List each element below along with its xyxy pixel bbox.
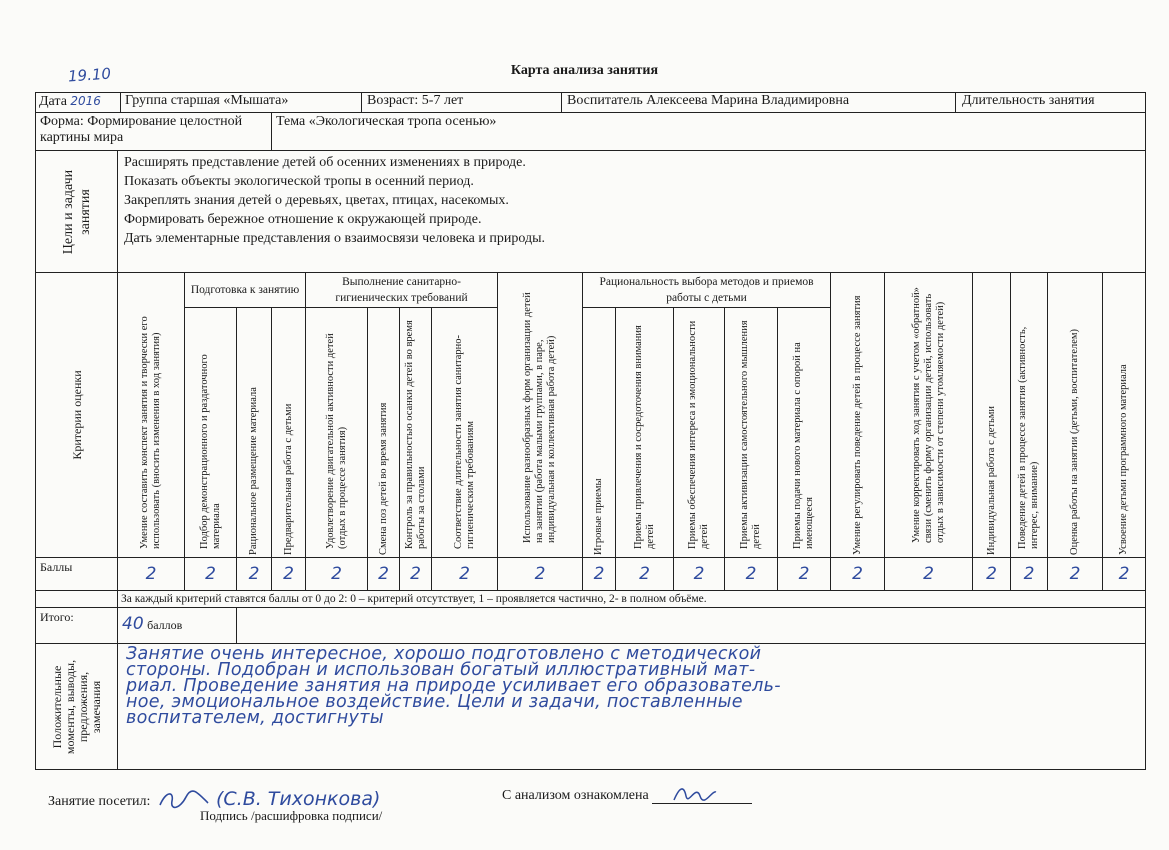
criterion-label: Умение регулировать поведение детей в процессе занятия: [851, 295, 863, 555]
remark-line: Занятие очень интересное, хорошо подготовлено с методической: [126, 644, 762, 664]
criterion-9: [583, 308, 616, 558]
criterion-13: [778, 308, 831, 558]
group-methods: Рациональность выбора методов и приемов работы с детьми: [583, 273, 831, 308]
age-field: Возраст: 5-7 лет: [362, 93, 562, 112]
remark-line: воспитателем, достигнуты: [126, 708, 384, 728]
ack-signature-line: [652, 788, 752, 804]
criterion-5: [368, 308, 400, 558]
duration-field: Длительность занятия: [962, 93, 1095, 108]
score-4: 2: [306, 558, 368, 591]
remarks-label-cell: [36, 644, 118, 770]
criterion-3: [272, 308, 306, 558]
goal-item: Закреплять знания детей о деревьях, цветах, птицах, насекомых.: [124, 193, 509, 208]
ack-block: [502, 788, 752, 804]
remarks-text: [118, 644, 1146, 770]
criterion-label: Рациональное размещение материала: [248, 387, 259, 555]
criterion-label: Контроль за правильностью осанки детей во время работы за столами: [403, 320, 427, 549]
criterion-7: [432, 308, 498, 558]
criterion-12: [725, 308, 778, 558]
date-label: Дата: [39, 94, 67, 109]
visited-sign-name: (С.В. Тихонкова): [215, 788, 381, 810]
criteria-group-row: [36, 273, 1146, 308]
criterion-16: [973, 273, 1011, 558]
criterion-18: [1048, 273, 1103, 558]
remark-line: риал. Проведение занятия на природе усиливает его образователь-: [126, 676, 781, 696]
criterion-label: Приемы обеспечения интереса и эмоциональности детей: [687, 320, 710, 549]
criterion-2: [237, 308, 272, 558]
score-17: 2: [1011, 558, 1048, 591]
score-16: 2: [973, 558, 1011, 591]
score-11: 2: [674, 558, 725, 591]
header-row: [36, 93, 1146, 113]
score-6: 2: [400, 558, 432, 591]
criterion-label: Усвоение детьми программного материала: [1118, 364, 1129, 555]
form-field: Форма: Формирование целостной картины мира: [36, 113, 272, 151]
analysis-table: [35, 92, 1146, 770]
criterion-label: Использование разнообразных форм организации детей на занятии (работа малыми группами, в паре, индивидуальная и коллективная работа детей): [522, 292, 557, 543]
criterion-label: Соответствие длительности занятия санитарно-гигиеническим требованиям: [452, 334, 476, 549]
scores-label: Баллы: [36, 558, 118, 591]
remark-line: ное, эмоциональное воздействие. Цели и задачи, поставленные: [126, 692, 743, 712]
total-label: Итого:: [36, 608, 118, 644]
goal-item: Показать объекты экологической тропы в осенний период.: [124, 174, 474, 189]
score-14: 2: [831, 558, 885, 591]
score-13: 2: [778, 558, 831, 591]
criterion-label: Умение корректировать ход занятия с учетом «обратной» связи (сменить форму организации детей, использовать отдых в зависимости от степени утомляемости детей): [910, 287, 946, 543]
remark-line: стороны. Подобран и использован богатый иллюстративный мат-: [126, 660, 756, 680]
goal-item: Формировать бережное отношение к окружающей природе.: [124, 212, 482, 227]
criterion-19: [1103, 273, 1146, 558]
score-10: 2: [616, 558, 674, 591]
criterion-label: Приемы привлечения и сосредоточения внимания детей: [632, 325, 656, 549]
criterion-17: [1011, 273, 1048, 558]
criterion-15: [885, 273, 973, 558]
criterion-label: Оценка работы на занятии (детьми, воспитателем): [1069, 328, 1080, 555]
group-field: Группа старшая «Мышата»: [121, 93, 362, 112]
scale-note: За каждый критерий ставятся баллы от 0 до 2: 0 – критерий отсутствует, 1 – проявляется частично, 2- в полном объёме.: [118, 591, 1146, 608]
criteria-label-cell: [36, 273, 118, 558]
goals-list: [118, 151, 1146, 273]
total-row: [36, 608, 1146, 644]
criterion-label: Смена поз детей во время занятия: [377, 402, 389, 555]
total-cell: [118, 608, 237, 644]
topic-field: Тема «Экологическая тропа осенью»: [272, 113, 1146, 151]
goals-row: [36, 151, 1146, 273]
score-7: 2: [432, 558, 498, 591]
criterion-label: Приемы подачи нового материала с опорой на имеющееся: [792, 342, 815, 549]
score-5: 2: [368, 558, 400, 591]
criterion-label: Приемы активизации самостоятельного мышления детей: [739, 320, 762, 549]
document-title: Карта анализа занятия: [510, 63, 659, 78]
group-sanitary: Выполнение санитарно-гигиенических требований: [306, 273, 498, 308]
score-2: 2: [237, 558, 272, 591]
criterion-label: Индивидуальная работа с детьми: [985, 405, 997, 555]
total-value: 40: [122, 614, 144, 634]
form-topic-row: [36, 113, 1146, 151]
visited-label: Занятие посетил:: [48, 794, 151, 809]
criterion-label: Предварительная работа с детьми: [282, 403, 294, 555]
total-unit: баллов: [147, 618, 183, 632]
criterion-6: [400, 308, 432, 558]
criteria-label: Критерии оценки: [69, 370, 84, 460]
scale-note-row: [36, 591, 1146, 608]
criterion-0: [118, 273, 185, 558]
criterion-14: [831, 273, 885, 558]
goals-label: Цели и задачи занятия: [60, 169, 93, 254]
ack-label: С анализом ознакомлена: [502, 788, 649, 803]
criterion-1: [185, 308, 237, 558]
handwritten-date: 19.10: [67, 64, 112, 86]
criterion-label: Умение составить конспект занятия и творчески его использовать (вносить изменения в ход занятия): [139, 316, 162, 549]
ack-signature: [670, 782, 720, 804]
date-cell: [36, 93, 121, 112]
criterion-4: [306, 308, 368, 558]
goal-item: Дать элементарные представления о взаимосвязи человека и природы.: [124, 231, 545, 246]
teacher-field: Воспитатель Алексеева Марина Владимировна: [562, 93, 956, 112]
scores-row: [36, 558, 1146, 591]
score-15: 2: [885, 558, 973, 591]
visited-signature: [158, 788, 380, 810]
score-12: 2: [725, 558, 778, 591]
score-18: 2: [1048, 558, 1103, 591]
score-3: 2: [272, 558, 306, 591]
criterion-label: Удовлетворение двигательной активности детей (отдых в процессе занятия): [324, 333, 348, 549]
group-prep: Подготовка к занятию: [185, 273, 306, 308]
criterion-label: Поведение детей в процессе занятия (активность, интерес, внимание): [1017, 326, 1040, 549]
score-9: 2: [583, 558, 616, 591]
score-19: 2: [1103, 558, 1146, 591]
criterion-label: Подбор демонстрационного и раздаточного материала: [198, 354, 222, 549]
remarks-label: Положительные моменты, выводы, предложения, замечания: [49, 659, 103, 754]
criterion-8: [498, 273, 583, 558]
criterion-10: [616, 308, 674, 558]
date-value: 2016: [70, 94, 101, 108]
score-8: 2: [498, 558, 583, 591]
signature-caption: Подпись /расшифровка подписи/: [200, 808, 383, 823]
remarks-row: [36, 644, 1146, 770]
goal-item: Расширять представление детей об осенних изменениях в природе.: [124, 155, 526, 170]
criterion-11: [674, 308, 725, 558]
criterion-label: Игровые приемы: [593, 478, 604, 555]
score-1: 2: [185, 558, 237, 591]
score-0: 2: [118, 558, 185, 591]
goals-label-cell: [36, 151, 118, 273]
